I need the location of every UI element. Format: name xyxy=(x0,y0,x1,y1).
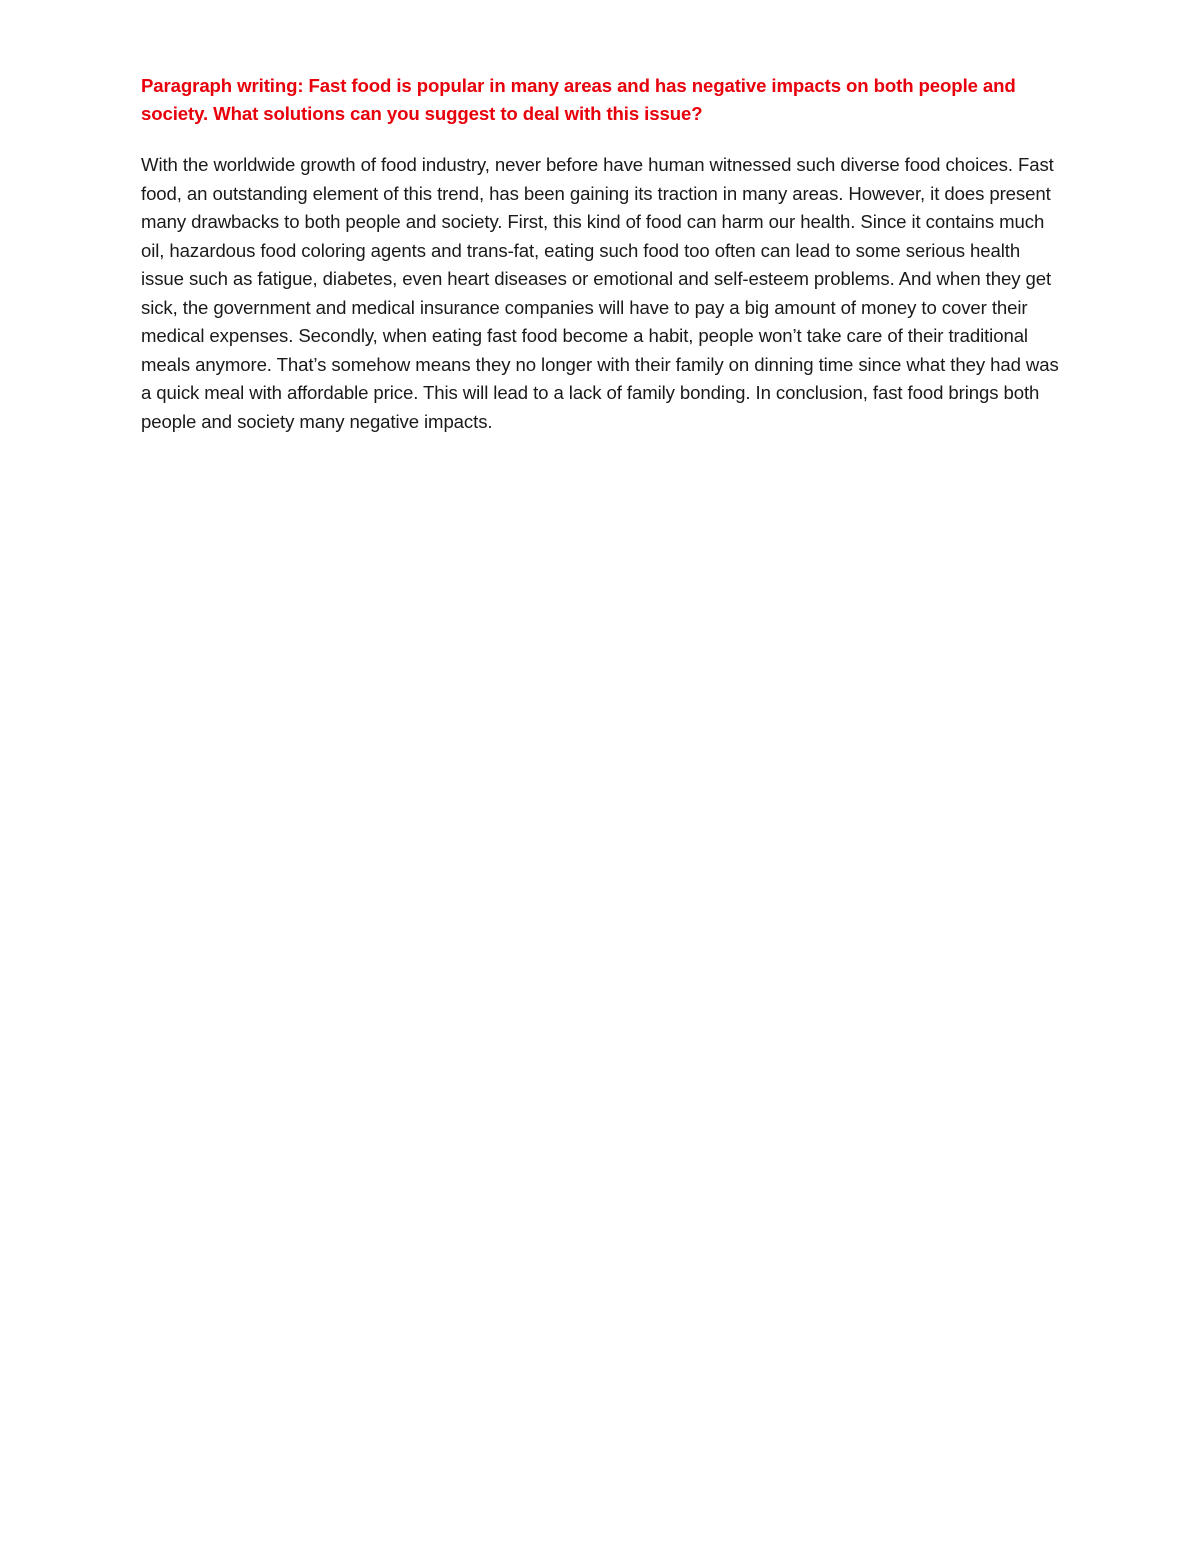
essay-paragraph: With the worldwide growth of food industry, never before have human witnessed such diverse food choices. Fast food, an outstanding element of this trend, has been gaining its traction in many areas. However, it does present many drawbacks to both people and society. First, this kind of food can harm our health. Since it contains much oil, hazardous food coloring agents and trans-fat, eating such food too often can lead to some serious health issue such as fatigue, diabetes, even heart diseases or emotional and self-esteem problems. And when they get sick, the government and medical insurance companies will have to pay a big amount of money to cover their medical expenses. Secondly, when eating fast food become a habit, people won’t take care of their traditional meals anymore. That’s somehow means they no longer with their family on dinning time since what they had was a quick meal with affordable price. This will lead to a lack of family bonding. In conclusion, fast food brings both people and society many negative impacts. xyxy=(141,154,1059,432)
document-content xyxy=(141,72,1066,436)
essay-prompt: Paragraph writing: Fast food is popular in many areas and has negative impacts on both people and society. What solutions can you suggest to deal with this issue? xyxy=(141,75,1016,124)
